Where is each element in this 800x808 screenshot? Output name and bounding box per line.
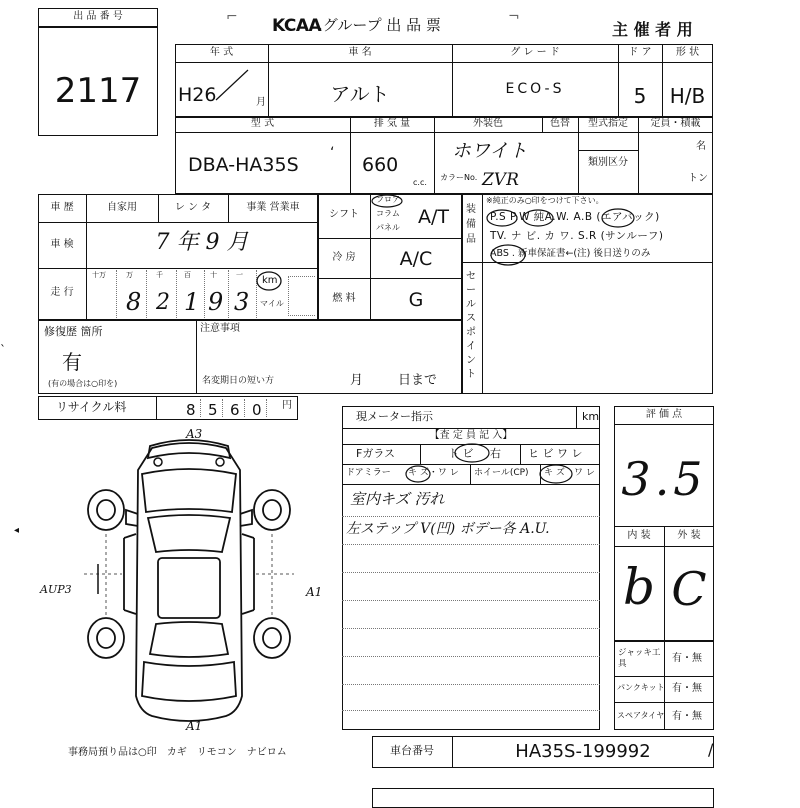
- remark-line-2: 左ステップ V(凹) ボデー各 A.U.: [346, 521, 550, 537]
- capacity-unit-persons: 名: [696, 141, 706, 152]
- equipment-label: 装 備 品: [466, 204, 476, 245]
- equipment-line-2: TV. ナ ビ. カ ワ. S.R (サンルーフ): [490, 230, 664, 242]
- role-label: 主 催 者 用: [612, 20, 693, 39]
- lot-number-label: 出 品 番 号: [73, 11, 123, 22]
- exterior-grade: C: [671, 562, 707, 616]
- door-mirror-damage: キ ズ・ワ レ: [408, 468, 459, 478]
- f-glass-label: Fガラス: [356, 447, 395, 460]
- interior-label: 内 装: [627, 530, 651, 541]
- history-option-private: 自家用: [107, 202, 137, 213]
- extra-spare-label: スペアタイヤ: [617, 711, 665, 720]
- notes-label: 注意事項: [200, 323, 240, 334]
- doors-value: 5: [633, 84, 647, 108]
- shift-floor-circle: [370, 193, 404, 209]
- history-option-business: 事業 営業車: [246, 202, 300, 213]
- inspection-label: 車 検: [50, 239, 74, 250]
- edge-mark-1: ˋ: [0, 343, 6, 357]
- mileage-unit-1k: 千: [156, 271, 163, 279]
- inspection-value: 7 年 9 月: [155, 230, 249, 255]
- extra-kit-label: パンクキット: [617, 683, 665, 692]
- extra-kit-value: 有・無: [672, 683, 702, 694]
- name-label: 車 名: [348, 47, 372, 58]
- km-label: km: [262, 275, 278, 286]
- corner-mark-left: ⌐: [226, 9, 238, 25]
- diagram-mark-rear: A1: [186, 719, 203, 733]
- brand-logo: KCAA: [272, 16, 322, 36]
- chassis-value: HA35S-199992: [515, 741, 651, 762]
- recycle-unit: 円: [282, 400, 292, 411]
- grade-label: グ レ ー ド: [510, 47, 560, 58]
- cc-value: 660: [362, 154, 399, 176]
- score-value: 3.5: [621, 452, 707, 506]
- capacity-label: 定員・積載: [650, 118, 701, 129]
- fuel-label: 燃 料: [332, 293, 356, 304]
- edge-mark-2: ◂: [14, 525, 20, 536]
- cc-unit: c.c.: [413, 178, 427, 187]
- equipment-circles: [484, 204, 664, 274]
- score-label: 評 価 点: [645, 409, 683, 420]
- lot-number: 2117: [54, 71, 142, 111]
- color-no-value: ZVR: [482, 170, 519, 190]
- sales-point-label: セールスポイント: [466, 271, 476, 380]
- fuel-value: G: [408, 289, 424, 311]
- shift-option-floor: フロア: [376, 195, 400, 204]
- history-label: 車 歴: [50, 202, 74, 213]
- mileage-digit-1k: 2: [156, 290, 170, 315]
- ac-value: A/C: [399, 248, 433, 270]
- year-label: 年 式: [209, 47, 234, 58]
- office-items: 事務局預り品は○印 カギ リモコン ナビロム: [68, 747, 287, 758]
- form-title: .グループ 出 品 票: [318, 16, 441, 34]
- mileage-unit-1: 一: [236, 271, 243, 279]
- equipment-line-3: ABS . 新車保証書←(注) 後日送りのみ: [490, 248, 651, 259]
- expiry-label: 名変期日の短い方: [202, 376, 275, 386]
- inspector-label: 【査 定 員 記 入】: [429, 430, 513, 441]
- model-tick: ‘: [330, 145, 335, 161]
- mileage-digit-10k: 8: [126, 288, 142, 316]
- year-slash: [212, 66, 252, 106]
- capacity-unit-tons: トン: [688, 173, 708, 184]
- equipment-note: ※純正のみ○印をつけて下さい。: [486, 196, 604, 205]
- extra-spare-value: 有・無: [672, 711, 702, 722]
- wheel-label: ホイール(CP): [474, 468, 529, 478]
- inspector-circles: [396, 462, 606, 486]
- recycle-label: リサイクル料: [56, 400, 127, 414]
- interior-grade: b: [622, 558, 655, 616]
- expiry-month: 月: [350, 373, 364, 388]
- diagram-mark-left: AUP3: [40, 583, 72, 596]
- recycle-digit-3: 6: [230, 401, 240, 419]
- month-unit: 月: [256, 97, 266, 108]
- chip-circle: [452, 443, 492, 463]
- wheel-scratch: キ ズ: [544, 468, 565, 478]
- equipment-line-1: P.S P.W 純A.W. A.B (エアバック): [490, 211, 660, 223]
- recycle-digit-4: 0: [252, 401, 262, 419]
- door-mirror-label: ドアミラー: [346, 468, 391, 478]
- wheel-crack: ワ レ: [574, 468, 595, 478]
- type-spec-label: 型式指定: [588, 118, 628, 129]
- diagram-mark-right: A1: [306, 585, 323, 599]
- corner-mark-right: ¬: [508, 9, 520, 25]
- chassis-label: 車台番号: [390, 744, 434, 757]
- mileage-digit-10: 9: [208, 288, 224, 316]
- remark-line-1: 室内キズ 汚れ: [350, 490, 445, 508]
- mileage-label: 走 行: [50, 287, 74, 298]
- bottom-row-edge: [372, 788, 714, 808]
- f-glass-chip: ト ビ: [448, 447, 474, 460]
- repair-value: 有: [62, 350, 82, 374]
- extra-jack-label: ジャッキ工具: [618, 648, 661, 669]
- model-year: H26: [178, 84, 217, 106]
- recycle-digit-2: 5: [208, 401, 218, 419]
- grade-value: ECO-S: [505, 81, 565, 97]
- f-glass-crack: ヒ ビ ワ レ: [528, 447, 583, 460]
- model-code: DBA-HA35S: [188, 154, 299, 176]
- body-label: 形 状: [675, 47, 700, 58]
- mileage-unit-10: 十: [210, 271, 217, 279]
- history-option-rental: レ ン タ: [174, 202, 212, 213]
- model-label: 型 式: [250, 118, 275, 129]
- class-label: 類別区分: [588, 157, 628, 168]
- car-diagram: [72, 434, 312, 734]
- color-change-label: 色替: [550, 118, 570, 129]
- f-glass-right: 右: [490, 447, 501, 460]
- doors-label: ド ア: [628, 47, 652, 58]
- ac-label: 冷 房: [332, 252, 356, 263]
- expiry-day: 日まで: [398, 373, 438, 388]
- diagram-mark-front: A3: [186, 427, 203, 441]
- exterior-color-label: 外装色: [473, 118, 503, 129]
- extra-jack-value: 有・無: [672, 653, 702, 664]
- color-no-label: カラーNo.: [440, 173, 478, 182]
- car-name: アルト: [330, 82, 390, 106]
- shift-value: A/T: [418, 206, 450, 228]
- mile-label: マイル: [260, 299, 284, 308]
- chassis-tick: /: [708, 740, 714, 759]
- shift-option-column: コラム: [376, 209, 400, 218]
- recycle-digit-1: 8: [186, 401, 196, 419]
- mileage-digit-1: 3: [234, 288, 250, 316]
- meter-label: 現メーター指示: [356, 410, 433, 423]
- cc-label: 排 気 量: [373, 118, 411, 129]
- repair-label: 修復歴 箇所: [44, 325, 103, 338]
- shift-option-panel: パネル: [376, 223, 400, 232]
- mileage-unit-100: 百: [184, 271, 191, 279]
- repair-note: (有の場合は○印を): [48, 379, 118, 388]
- body-value: H/B: [669, 84, 706, 108]
- meter-unit: km: [582, 410, 600, 423]
- shift-label: シフト: [329, 209, 359, 220]
- exterior-label: 外 装: [677, 530, 701, 541]
- mileage-digit-100: 1: [184, 288, 200, 316]
- mileage-unit-10k: 万: [126, 271, 133, 279]
- color-value: ホワイト: [452, 140, 528, 162]
- mileage-unit-100k: 十万: [92, 271, 106, 279]
